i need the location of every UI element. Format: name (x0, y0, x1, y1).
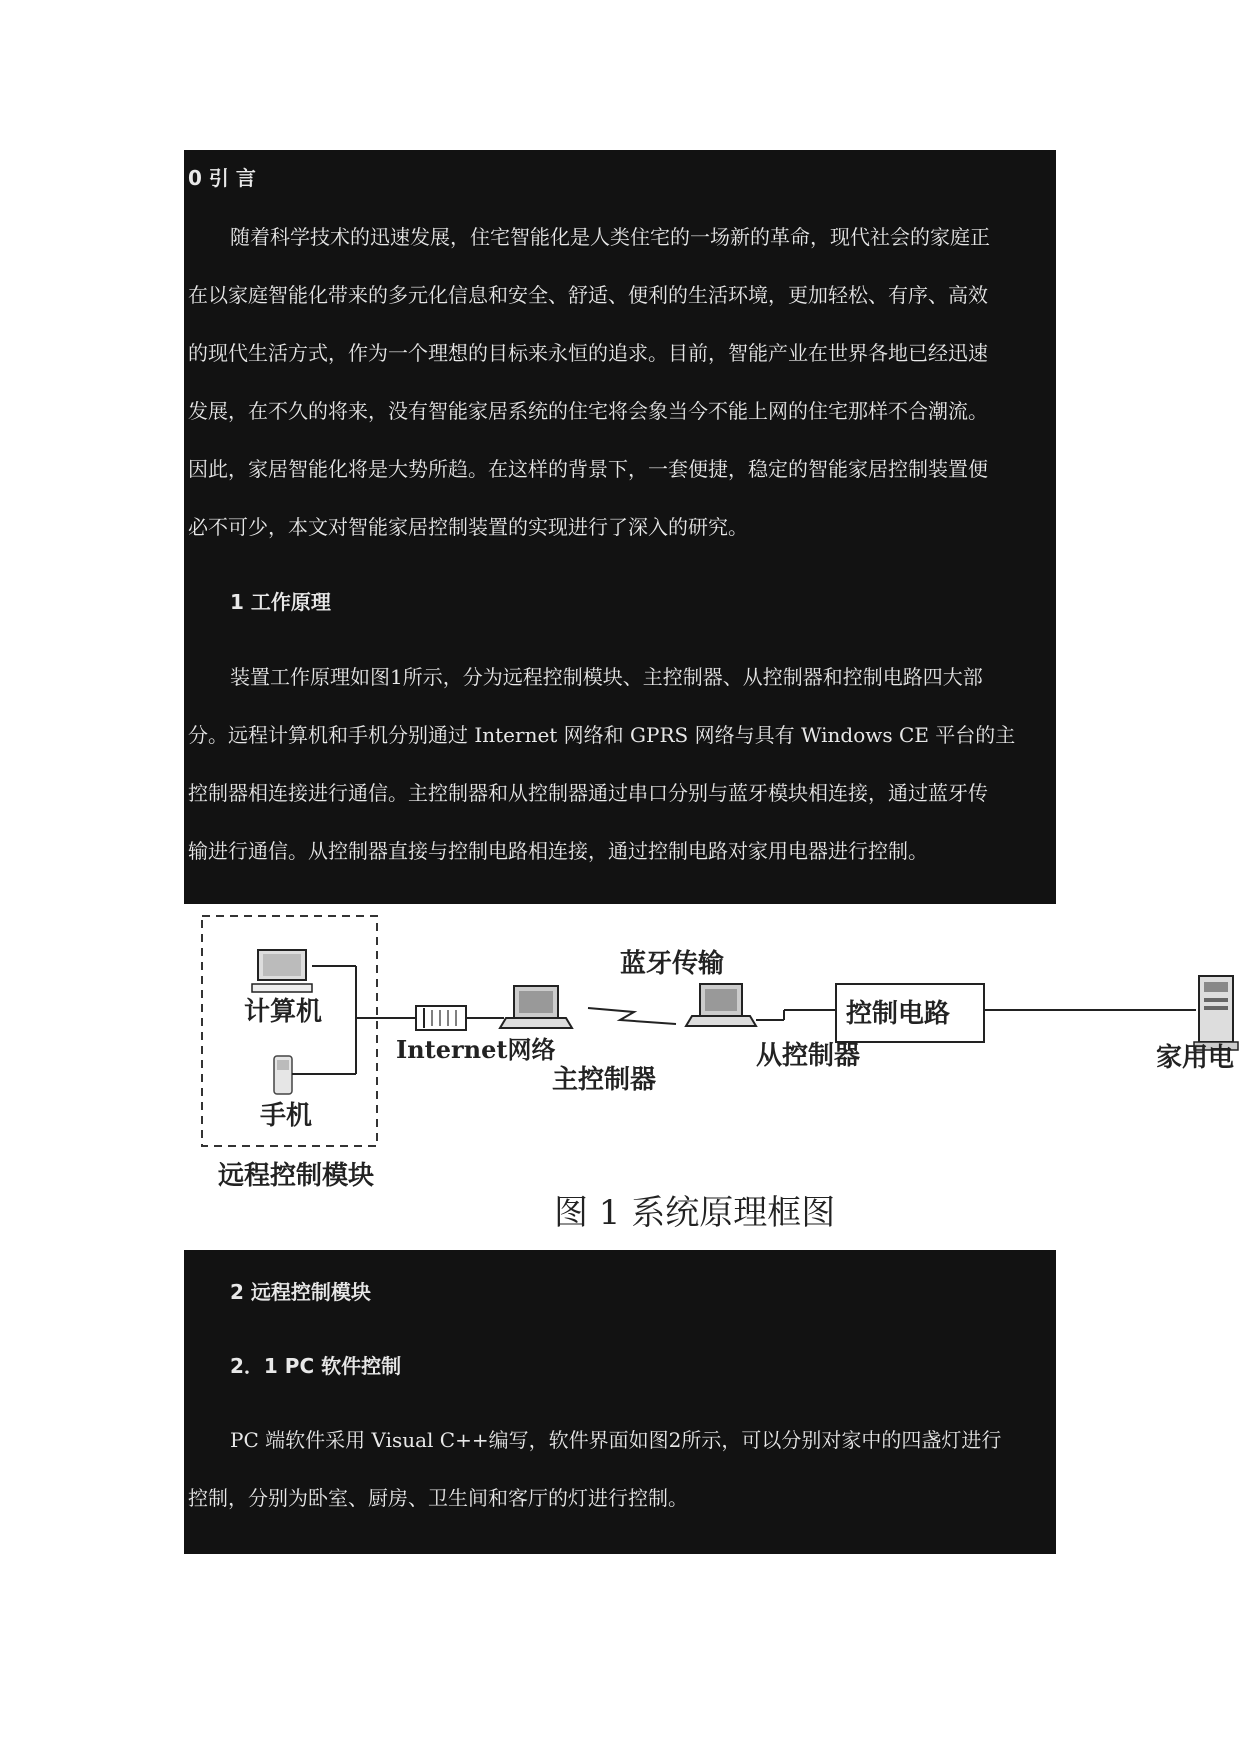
section-1-line-3: 控制器相连接进行通信。主控制器和从控制器通过串口分别与蓝牙模块相连接，通过蓝牙传 (188, 781, 988, 805)
appliance-label: 家用电 (1156, 1043, 1235, 1073)
bluetooth-link-icon (588, 1008, 676, 1024)
section-1-line-4: 输进行通信。从控制器直接与控制电路相连接，通过控制电路对家用电器进行控制。 (188, 839, 928, 863)
slave-controller-icon (686, 984, 756, 1026)
master-controller-label: 主控制器 (552, 1065, 657, 1095)
bluetooth-label: 蓝牙传输 (620, 949, 725, 979)
section-0-line-6: 必不可少，本文对智能家居控制装置的实现进行了深入的研究。 (188, 515, 748, 539)
section-2-heading: 2 远程控制模块 (230, 1280, 371, 1304)
section-2-1-heading: 2．1 PC 软件控制 (230, 1354, 402, 1378)
appliance-icon (1194, 976, 1238, 1050)
article-panel-top (184, 150, 1056, 904)
section-0-line-5: 因此，家居智能化将是大势所趋。在这样的背景下，一套便捷，稳定的智能家居控制装置便 (188, 457, 988, 481)
computer-label: 计算机 (244, 997, 323, 1027)
section-0-line-2: 在以家庭智能化带来的多元化信息和安全、舒适、便利的生活环境，更加轻松、有序、高效 (188, 283, 988, 307)
control-circuit-label: 控制电路 (846, 999, 951, 1029)
system-block-diagram (184, 904, 1241, 1250)
internet-label: Internet网络 (396, 1035, 556, 1064)
section-0-line-3: 的现代生活方式，作为一个理想的目标来永恒的追求。目前，智能产业在世界各地已经迅速 (188, 341, 988, 365)
section-0-line-1: 随着科学技术的迅速发展，住宅智能化是人类住宅的一场新的革命，现代社会的家庭正 (230, 225, 990, 249)
section-1-heading: 1 工作原理 (230, 590, 331, 614)
section-2-line-1: PC 端软件采用 Visual C++编写，软件界面如图2所示，可以分别对家中的四盏灯进行 (230, 1428, 1002, 1452)
section-1-line-2: 分。远程计算机和手机分别通过 Internet 网络和 GPRS 网络与具有 Windows CE 平台的主 (188, 723, 1016, 747)
phone-icon (274, 1056, 292, 1094)
computer-icon (252, 950, 312, 992)
article-panel-bottom (184, 1250, 1056, 1554)
phone-label: 手机 (260, 1101, 313, 1131)
section-2-line-2: 控制，分别为卧室、厨房、卫生间和客厅的灯进行控制。 (188, 1486, 688, 1510)
section-1-line-1: 装置工作原理如图1所示，分为远程控制模块、主控制器、从控制器和控制电路四大部 (230, 665, 983, 689)
remote-module-label: 远程控制模块 (218, 1161, 375, 1191)
figure-caption: 图 1 系统原理框图 (554, 1193, 836, 1233)
master-controller-icon (500, 986, 572, 1028)
section-0-heading: 0 引 言 (188, 166, 256, 190)
section-0-line-4: 发展，在不久的将来，没有智能家居系统的住宅将会象当今不能上网的住宅那样不合潮流。 (188, 399, 988, 423)
figure-1 (184, 904, 1241, 1250)
slave-controller-label: 从控制器 (756, 1041, 861, 1071)
internet-device-icon (416, 1006, 466, 1030)
